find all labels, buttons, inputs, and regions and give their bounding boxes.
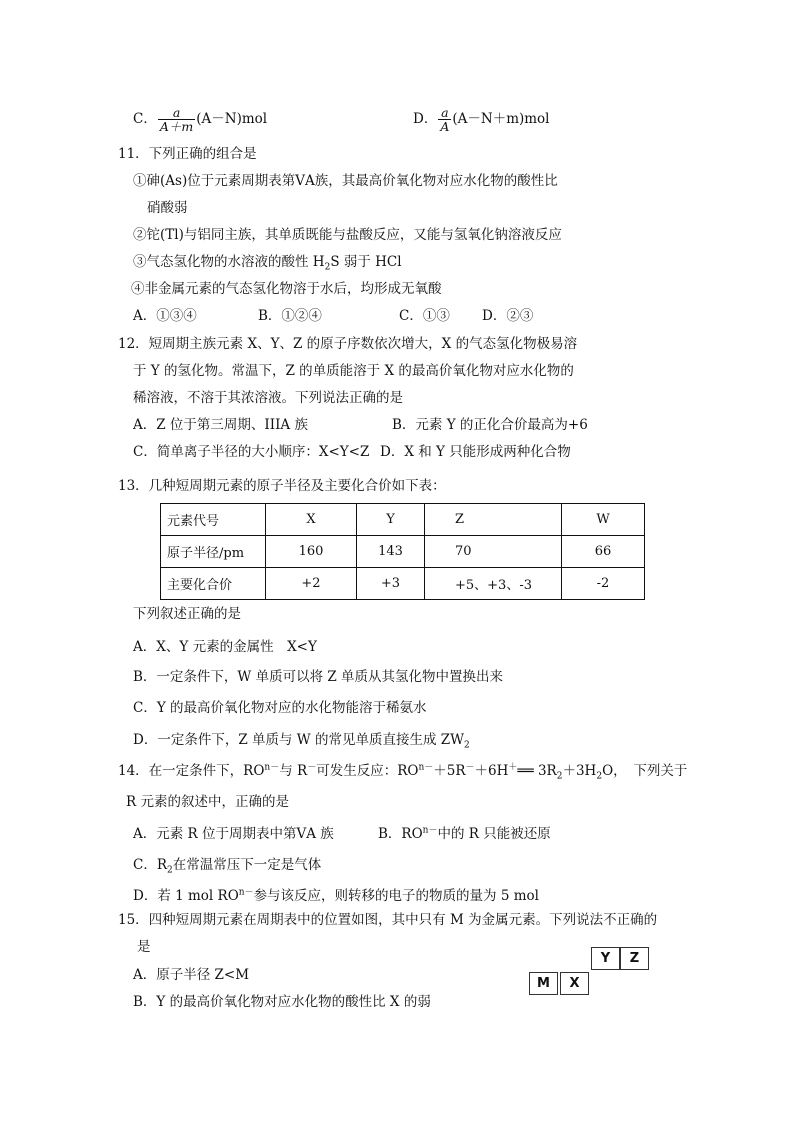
table-cell: 66 (562, 536, 645, 568)
q14-option-a: A．元素 R 位于周期表中第ⅤA 族 (133, 826, 334, 842)
q11-statement-2: ②铊(Tl)与铝同主族，其单质既能与盐酸反应，又能与氢氧化钠溶液反应 (133, 227, 562, 243)
q14-text: O， 下列关于 (602, 763, 688, 779)
table-row (161, 536, 645, 568)
q11-s3-subscript: 2 (324, 262, 331, 273)
q14-text: ＋5R (433, 763, 466, 779)
table-row (161, 568, 645, 600)
q11-option-c: C．①③ (399, 308, 450, 324)
q14-text: 与 R (279, 763, 308, 779)
q11-statement-4: ④非金属元素的气态氢化物溶于水后，均形成无氧酸 (131, 281, 442, 297)
q13-option-c: C．Y 的最高价氧化物对应的水化物能溶于稀氨水 (133, 700, 427, 716)
q14-option-d (133, 887, 539, 905)
q14-stem-line-2: R 元素的叙述中，正确的是 (126, 794, 289, 810)
q11-statement-3 (133, 253, 402, 271)
q14-subscript: 2 (556, 771, 563, 782)
q14-d-text-2: 参与该反应，则转移的电子的物质的量为 5 mol (253, 888, 539, 904)
table-cell: -2 (562, 568, 645, 600)
q14-b-superscript: n－ (422, 825, 438, 836)
q11-option-b: B．①②④ (258, 308, 322, 324)
q11-s3-text-2: S 弱于 HCl (330, 254, 402, 270)
q14-text: ══ 3R (517, 763, 557, 779)
table-cell: 70 (425, 536, 562, 568)
q13-option-a: A．X、Y 元素的金属性 X<Y (133, 639, 317, 655)
q11-statement-1: ①砷(As)位于元素周期表第ⅤA族，其最高价氧化物对应水化物的酸性比 (133, 173, 558, 189)
q14-superscript: ＋ (508, 762, 518, 773)
q14-stem-line-1 (118, 762, 687, 780)
table-cell: 160 (266, 536, 357, 568)
q10-c-label: C． (133, 111, 157, 127)
table-cell: Z (425, 504, 562, 536)
q15-option-b: B．Y 的最高价氧化物对应水化物的酸性比 X 的弱 (133, 994, 431, 1010)
q14-superscript: － (465, 762, 475, 773)
periodic-cell-x: X (560, 972, 589, 995)
q10-d-denominator: A (440, 119, 450, 134)
q12-option-b: B．元素 Y 的正化合价最高为+6 (392, 417, 588, 433)
q14-c-text: C．R (133, 857, 167, 873)
q11-option-a: A．①③④ (133, 308, 197, 324)
q14-b-text-2: 中的 R 只能被还原 (437, 826, 551, 842)
q12-stem-line-2: 于 Y 的氢化物。常温下，Z 的单质能溶于 X 的最高价氧化物对应水化物的 (133, 363, 574, 379)
table-cell: Y (357, 504, 425, 536)
q10-c-tail: (A－N)mol (196, 111, 268, 127)
q11-option-d: D．②③ (482, 308, 534, 324)
q12-stem-line-3: 稀溶液，不溶于其浓溶液。下列说法正确的是 (133, 390, 403, 406)
periodic-cell-y: Y (591, 947, 620, 970)
q10-c-denominator: A＋m (159, 119, 194, 134)
q13-option-b: B．一定条件下，W 单质可以将 Z 单质从其氢化物中置换出来 (133, 669, 504, 685)
q10-c-fraction (158, 106, 195, 133)
table-cell: +3 (357, 568, 425, 600)
q12-stem-line-1: 12．短周期主族元素 X、Y、Z 的原子序数依次增大，X 的气态氢化物极易溶 (118, 336, 578, 352)
q13-ask: 下列叙述正确的是 (133, 606, 241, 622)
periodic-cell-z: Z (620, 947, 649, 970)
q13-d-subscript: 2 (464, 740, 470, 751)
periodic-cell-m: M (529, 972, 558, 995)
q14-b-text: B．RO (378, 826, 423, 842)
q10-d-tail: (A－N＋m)mol (452, 111, 550, 127)
table-cell: 元素代号 (161, 504, 266, 536)
table-row (161, 504, 645, 536)
q10-option-d (413, 106, 550, 133)
table-cell: X (266, 504, 357, 536)
table-cell: +5、+3、-3 (425, 568, 562, 600)
q15-stem-line-2: 是 (137, 939, 151, 955)
q14-option-b (378, 825, 551, 843)
q14-text: 14．在一定条件下，RO (118, 763, 265, 779)
q10-d-label: D． (413, 111, 438, 127)
q11-statement-1-cont: 硝酸弱 (147, 200, 188, 216)
q12-option-c: C．简单离子半径的大小顺序：X<Y<Z (133, 444, 370, 460)
table-cell: 原子半径/pm (161, 536, 266, 568)
q14-text: ＋3H (562, 763, 597, 779)
q14-c-subscript: 2 (167, 865, 173, 876)
q14-option-c (133, 856, 321, 874)
q14-text: 可发生反应：RO (316, 763, 419, 779)
q14-superscript: － (307, 762, 317, 773)
q10-c-numerator: a (172, 105, 181, 120)
q13-d-text: D．一定条件下，Z 单质与 W 的常见单质直接生成 ZW (133, 732, 464, 748)
q11-stem: 11．下列正确的组合是 (118, 146, 257, 162)
q12-option-d: D．X 和 Y 只能形成两种化合物 (380, 444, 571, 460)
q13-option-d (133, 731, 470, 749)
q10-d-numerator: a (441, 105, 449, 120)
table-cell: 143 (357, 536, 425, 568)
q10-d-fraction (438, 106, 451, 133)
q15-option-a: A．原子半径 Z<M (133, 967, 250, 983)
q13-element-table (160, 503, 645, 600)
q15-stem-line-1: 15．四种短周期元素在周期表中的位置如图，其中只有 M 为金属元素。下列说法不正确的 (118, 912, 658, 928)
table-cell: +2 (266, 568, 357, 600)
table-cell: 主要化合价 (161, 568, 266, 600)
q10-option-c (133, 106, 267, 133)
q12-option-a: A．Z 位于第三周期、IIIA 族 (133, 417, 308, 433)
q13-stem: 13．几种短周期元素的原子半径及主要化合价如下表： (118, 478, 446, 494)
q14-d-text: D．若 1 mol RO (133, 888, 239, 904)
q14-subscript: 2 (596, 771, 603, 782)
table-cell: W (562, 504, 645, 536)
q14-superscript: n－ (418, 762, 434, 773)
q14-d-superscript: n－ (238, 887, 254, 898)
q14-c-text-2: 在常温常压下一定是气体 (172, 857, 322, 873)
q14-text: ＋6H (474, 763, 509, 779)
q14-superscript: n－ (264, 762, 280, 773)
q11-s3-text: ③气态氢化物的水溶液的酸性 H (133, 254, 325, 270)
